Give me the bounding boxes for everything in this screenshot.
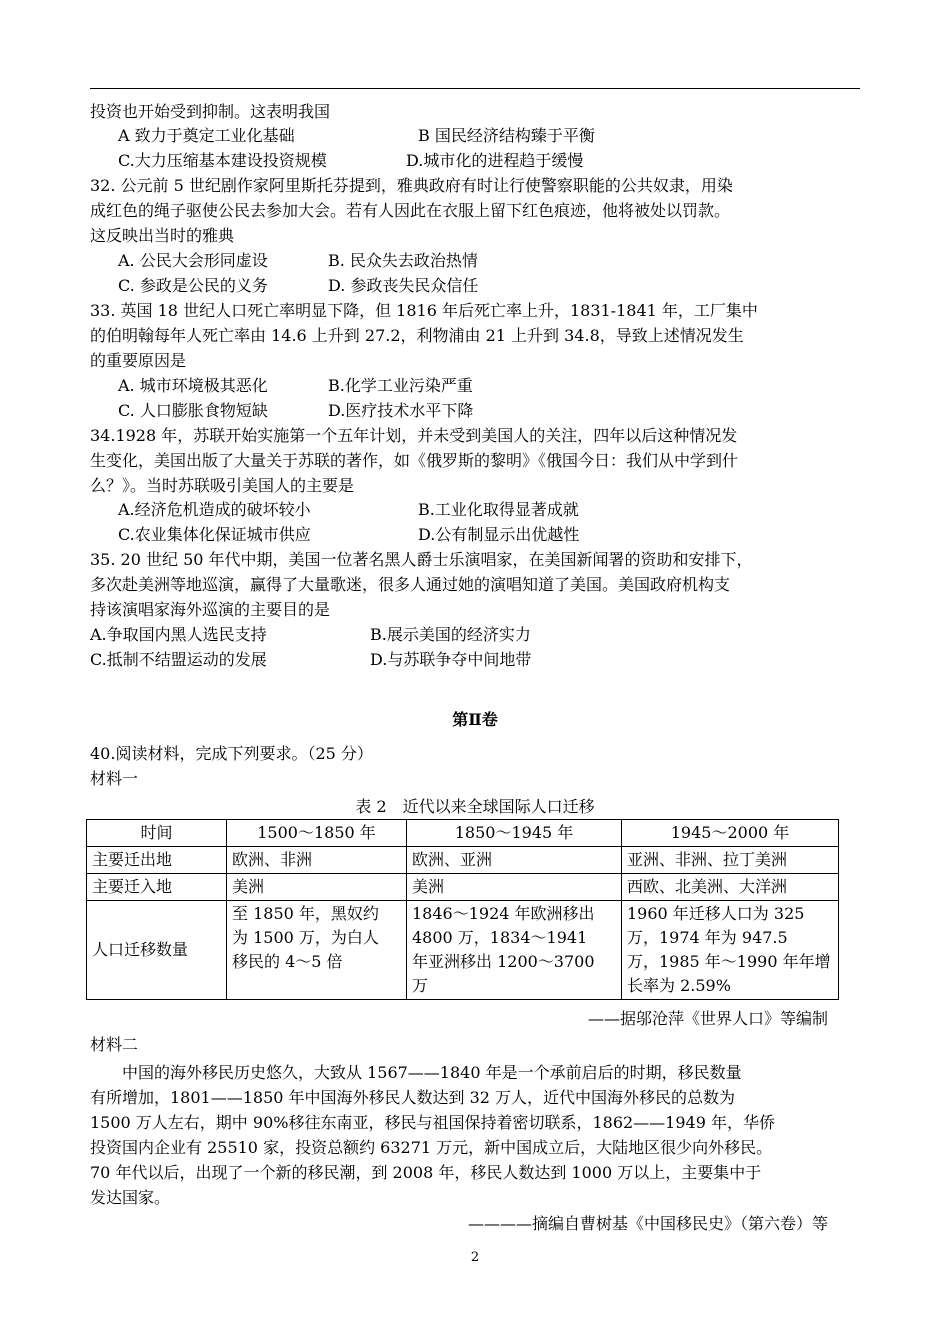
table-cell	[407, 901, 622, 1000]
q31-option-b[interactable]: B 国民经济结构臻于平衡	[418, 126, 595, 145]
table-cell: 亚洲、非洲、拉丁美洲	[622, 847, 839, 874]
q35-stem-line3: 持该演唱家海外巡演的主要目的是	[90, 600, 331, 619]
material-two-line2: 有所增加，1801——1850 年中国海外移民人数达到 32 万人，近代中国海外移民的总数为	[90, 1088, 736, 1107]
table-cell: 美洲	[407, 874, 622, 901]
q31-option-a[interactable]: A 致力于奠定工业化基础	[118, 126, 295, 145]
q34-option-b[interactable]: B.工业化取得显著成就	[418, 500, 579, 519]
q35-options-row1	[90, 622, 860, 648]
q33-options-row1	[118, 373, 860, 399]
cell-line: 长率为 2.59%	[627, 976, 731, 995]
table-caption: 表 2 近代以来全球国际人口迁移	[355, 797, 595, 816]
material-two-line5: 70 年代以后，出现了一个新的移民潮，到 2008 年，移民人数达到 1000 万以上，主要集中于	[90, 1163, 762, 1182]
q33-option-d[interactable]: D.医疗技术水平下降	[328, 401, 474, 420]
material-two-line6: 发达国家。	[90, 1188, 171, 1207]
migration-table	[86, 819, 839, 1000]
q35-option-a[interactable]: A.争取国内黑人选民支持	[90, 625, 267, 644]
cell-line: 为 1500 万，为白人	[232, 928, 379, 947]
q32-option-b[interactable]: B. 民众失去政治热情	[328, 251, 478, 270]
table-row	[87, 874, 839, 901]
material-two-line4: 投资国内企业有 25510 家，投资总额约 63271 万元，新中国成立后，大陆地区很少向外移民。	[90, 1138, 773, 1157]
material-two-source: ————摘编自曹树基《中国移民史》（第六卷）等	[467, 1214, 828, 1233]
q31-options-row2	[118, 148, 860, 174]
q35-option-c[interactable]: C.抵制不结盟运动的发展	[90, 650, 267, 669]
cell-line: 移民的 4～5 倍	[232, 952, 343, 971]
q34-stem-line1: 34.1928 年，苏联开始实施第一个五年计划，并未受到美国人的关注，四年以后这种情况发	[90, 426, 738, 445]
cell-line: 万	[412, 976, 429, 995]
q31-options-row1	[118, 123, 860, 149]
q33-options-row2	[118, 398, 860, 424]
q33-stem-line2: 的伯明翰每年人死亡率由 14.6 上升到 27.2，利物浦由 21 上升到 34.8，导致上述情况发生	[90, 326, 744, 345]
table-header-cell: 时间	[87, 820, 227, 847]
q40-stem: 40.阅读材料，完成下列要求。（25 分）	[90, 744, 373, 763]
q34-option-c[interactable]: C.农业集体化保证城市供应	[118, 525, 311, 544]
section-title: 第Ⅱ卷	[452, 710, 498, 729]
q32-option-a[interactable]: A. 公民大会形同虚设	[118, 251, 268, 270]
table-cell: 主要迁入地	[87, 874, 227, 901]
q33-option-c[interactable]: C. 人口膨胀食物短缺	[118, 401, 268, 420]
q34-option-d[interactable]: D.公有制显示出优越性	[418, 525, 580, 544]
q35-stem-line1: 35. 20 世纪 50 年代中期，美国一位著名黑人爵士乐演唱家，在美国新闻署的资助和安排下，	[90, 550, 753, 569]
q35-options-row2	[90, 647, 860, 673]
table-source: ——据邬沧萍《世界人口》等编制	[587, 1009, 828, 1028]
q32-options-row1	[118, 248, 860, 274]
cell-line: 1960 年迁移人口为 325	[627, 904, 805, 923]
table-cell: 主要迁出地	[87, 847, 227, 874]
cell-line: 至 1850 年，黑奴约	[232, 904, 379, 923]
q33-stem-line3: 的重要原因是	[90, 351, 187, 370]
table-cell-label: 人口迁移数量	[87, 901, 227, 1000]
table-cell	[227, 901, 407, 1000]
q34-option-a[interactable]: A.经济危机造成的破坏较小	[118, 500, 311, 519]
material-one-label: 材料一	[90, 769, 139, 788]
q31-option-d[interactable]: D.城市化的进程趋于缓慢	[406, 151, 584, 170]
q32-option-d[interactable]: D. 参政丧失民众信任	[328, 276, 479, 295]
q33-option-b[interactable]: B.化学工业污染严重	[328, 376, 473, 395]
table-header-cell: 1500～1850 年	[227, 820, 407, 847]
q33-option-a[interactable]: A. 城市环境极其恶化	[118, 376, 268, 395]
cell-line: 万，1985 年～1990 年年增	[627, 952, 831, 971]
table-header-cell: 1945～2000 年	[622, 820, 839, 847]
q32-option-c[interactable]: C. 参政是公民的义务	[118, 276, 268, 295]
table-row	[87, 847, 839, 874]
q33-stem-line1: 33. 英国 18 世纪人口死亡率明显下降，但 1816 年后死亡率上升，1831-1841 年，工厂集中	[90, 301, 758, 320]
q34-options-row1	[118, 497, 860, 523]
table-cell: 西欧、北美洲、大洋洲	[622, 874, 839, 901]
cell-line: 年亚洲移出 1200～3700	[412, 952, 595, 971]
cell-line: 万，1974 年为 947.5	[627, 928, 788, 947]
q31-option-c[interactable]: C.大力压缩基本建设投资规模	[118, 151, 327, 170]
q32-options-row2	[118, 273, 860, 299]
q32-stem-line2: 成红色的绳子驱使公民去参加大会。若有人因此在衣服上留下红色痕迹，他将被处以罚款。	[90, 201, 731, 220]
q35-option-b[interactable]: B.展示美国的经济实力	[370, 625, 531, 644]
table-row	[87, 901, 839, 1000]
q34-options-row2	[118, 522, 860, 548]
table-cell: 欧洲、亚洲	[407, 847, 622, 874]
q31-stem-tail: 投资也开始受到抑制。这表明我国	[90, 102, 331, 121]
table-header-cell: 1850～1945 年	[407, 820, 622, 847]
material-two-line3: 1500 万人左右，期中 90%移往东南亚，移民与祖国保持着密切联系，1862——1949 年，华侨	[90, 1113, 775, 1132]
q34-stem-line3: 么？》。当时苏联吸引美国人的主要是	[90, 476, 355, 495]
q34-stem-line2: 生变化，美国出版了大量关于苏联的著作，如《俄罗斯的黎明》《俄国今日：我们从中学到什	[90, 451, 739, 470]
table-cell: 欧洲、非洲	[227, 847, 407, 874]
header-rule	[90, 88, 860, 89]
q35-stem-line2: 多次赴美洲等地巡演，赢得了大量歌迷，很多人通过她的演唱知道了美国。美国政府机构支	[90, 575, 731, 594]
table-cell	[622, 901, 839, 1000]
page-number: 2	[470, 1250, 480, 1265]
q32-stem-line3: 这反映出当时的雅典	[90, 226, 235, 245]
cell-line: 4800 万，1834～1941	[412, 928, 588, 947]
q35-option-d[interactable]: D.与苏联争夺中间地带	[370, 650, 532, 669]
material-two-label: 材料二	[90, 1035, 139, 1054]
table-cell: 美洲	[227, 874, 407, 901]
material-two-line1: 中国的海外移民历史悠久，大致从 1567——1840 年是一个承前启后的时期，移民数量	[122, 1063, 742, 1082]
cell-line: 1846～1924 年欧洲移出	[412, 904, 595, 923]
table-header-row	[87, 820, 839, 847]
q32-stem-line1: 32. 公元前 5 世纪剧作家阿里斯托芬提到，雅典政府有时让行使警察职能的公共奴隶，用染	[90, 176, 733, 195]
